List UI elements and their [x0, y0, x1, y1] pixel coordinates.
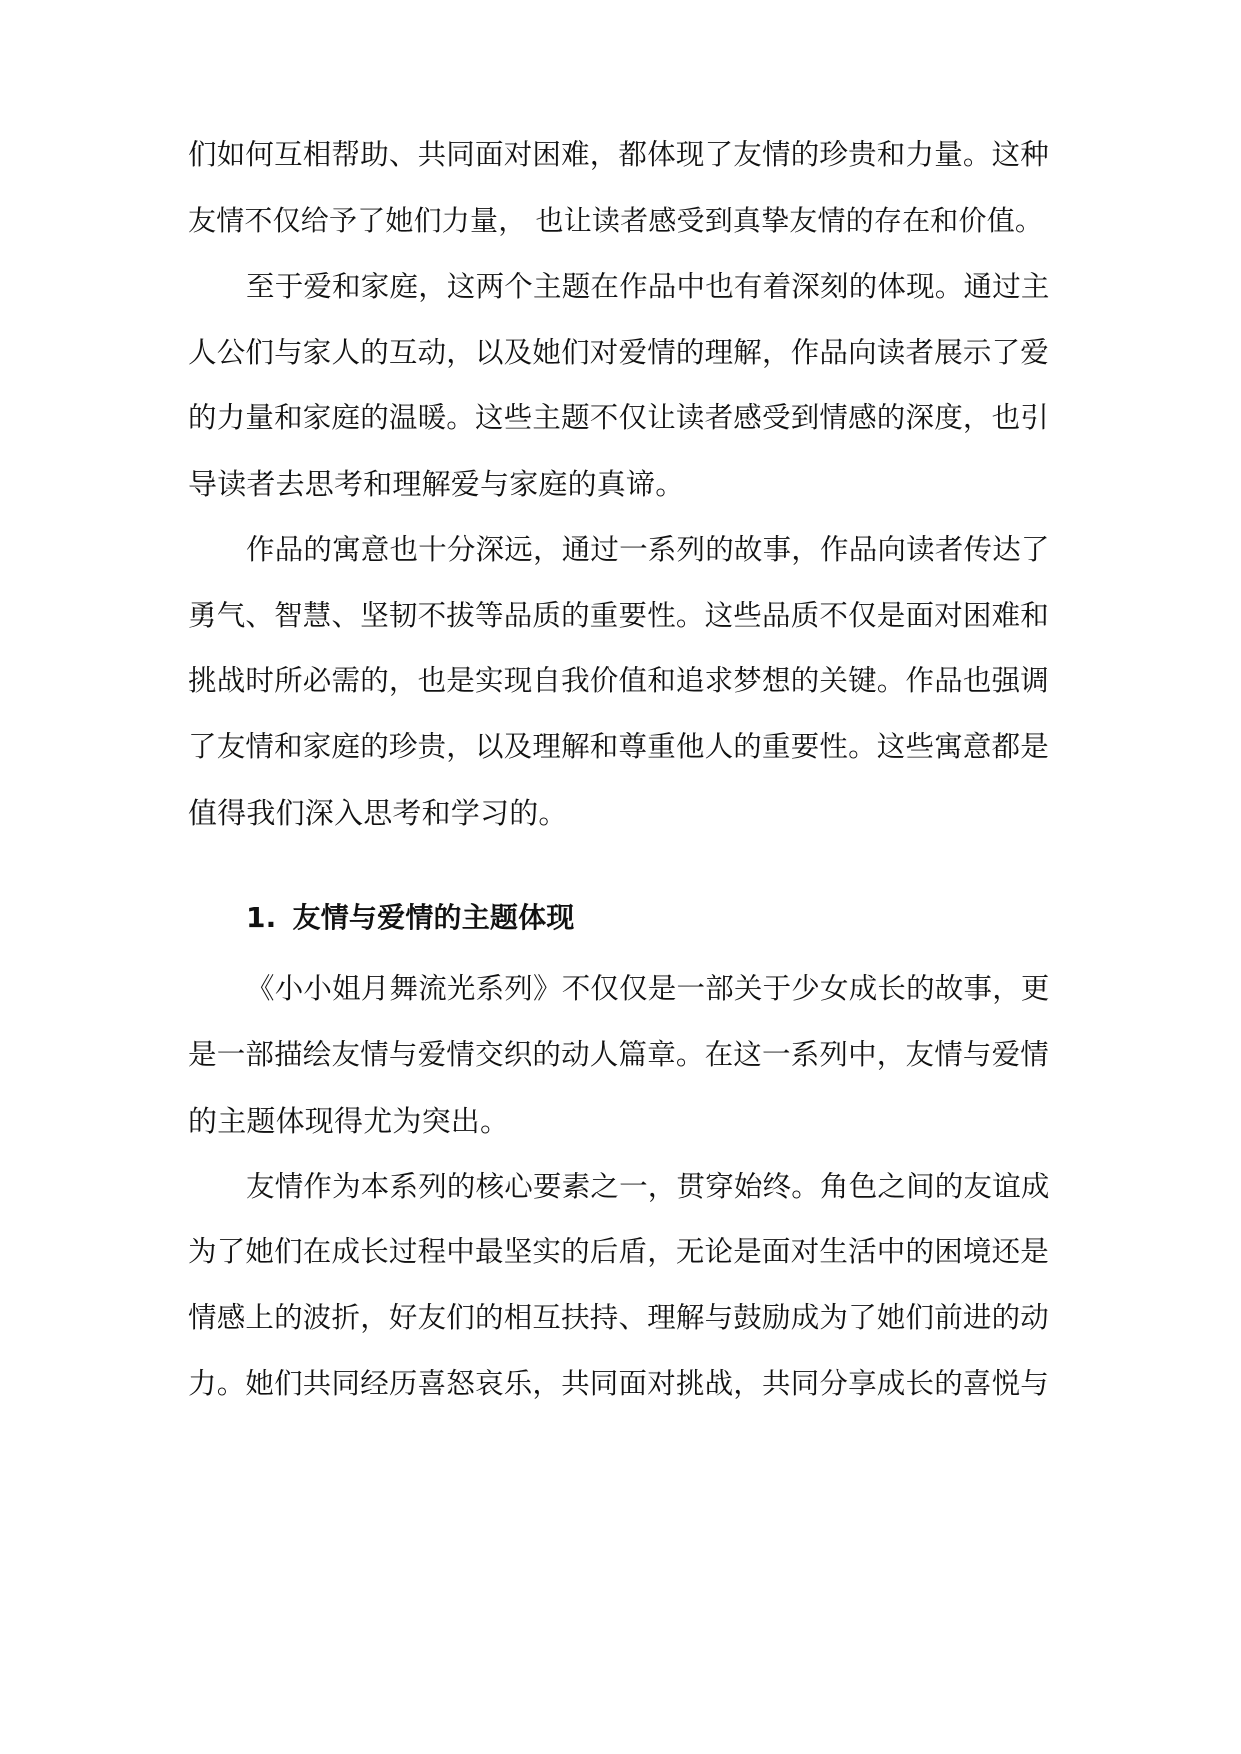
paragraph-line: 《小小姐月舞流光系列》不仅仅是一部关于少女成长的故事，更 — [246, 972, 1050, 1005]
paragraph-line: 了友情和家庭的珍贵，以及理解和尊重他人的重要性。这些寓意都是 — [188, 730, 1050, 763]
paragraph-line: 是一部描绘友情与爱情交织的动人篇章。在这一系列中，友情与爱情 — [188, 1038, 1050, 1071]
paragraph-line: 们如何互相帮助、共同面对困难，都体现了友情的珍贵和力量。这种 — [188, 138, 1050, 171]
paragraph-line: 至于爱和家庭，这两个主题在作品中也有着深刻的体现。通过主 — [246, 270, 1050, 303]
paragraph-line: 友情不仅给予了她们力量， 也让读者感受到真挚友情的存在和价值。 — [188, 204, 1044, 237]
paragraph-line: 勇气、智慧、坚韧不拔等品质的重要性。这些品质不仅是面对困难和 — [188, 599, 1050, 632]
paragraph-line: 导读者去思考和理解爱与家庭的真谛。 — [188, 467, 685, 501]
paragraph-line: 人公们与家人的互动，以及她们对爱情的理解，作品向读者展示了爱 — [188, 336, 1050, 369]
paragraph-line: 值得我们深入思考和学习的。 — [188, 796, 568, 830]
paragraph-line: 为了她们在成长过程中最坚实的后盾，无论是面对生活中的困境还是 — [188, 1235, 1050, 1268]
paragraph-line: 情感上的波折，好友们的相互扶持、理解与鼓励成为了她们前进的动 — [188, 1301, 1050, 1334]
section-heading — [246, 898, 575, 938]
paragraph-line: 挑战时所必需的，也是实现自我价值和追求梦想的关键。作品也强调 — [188, 664, 1050, 697]
paragraph-line: 的力量和家庭的温暖。这些主题不仅让读者感受到情感的深度，也引 — [188, 401, 1050, 434]
section-title: 友情与爱情的主题体现 — [292, 901, 575, 934]
paragraph-line: 力。她们共同经历喜怒哀乐，共同面对挑战，共同分享成长的喜悦与 — [188, 1367, 1050, 1400]
paragraph-line: 友情作为本系列的核心要素之一，贯穿始终。角色之间的友谊成 — [246, 1170, 1050, 1203]
paragraph-line: 的主题体现得尤为突出。 — [188, 1104, 510, 1138]
paragraph-line: 作品的寓意也十分深远，通过一系列的故事，作品向读者传达了 — [246, 533, 1050, 566]
section-number: 1. — [246, 901, 277, 934]
